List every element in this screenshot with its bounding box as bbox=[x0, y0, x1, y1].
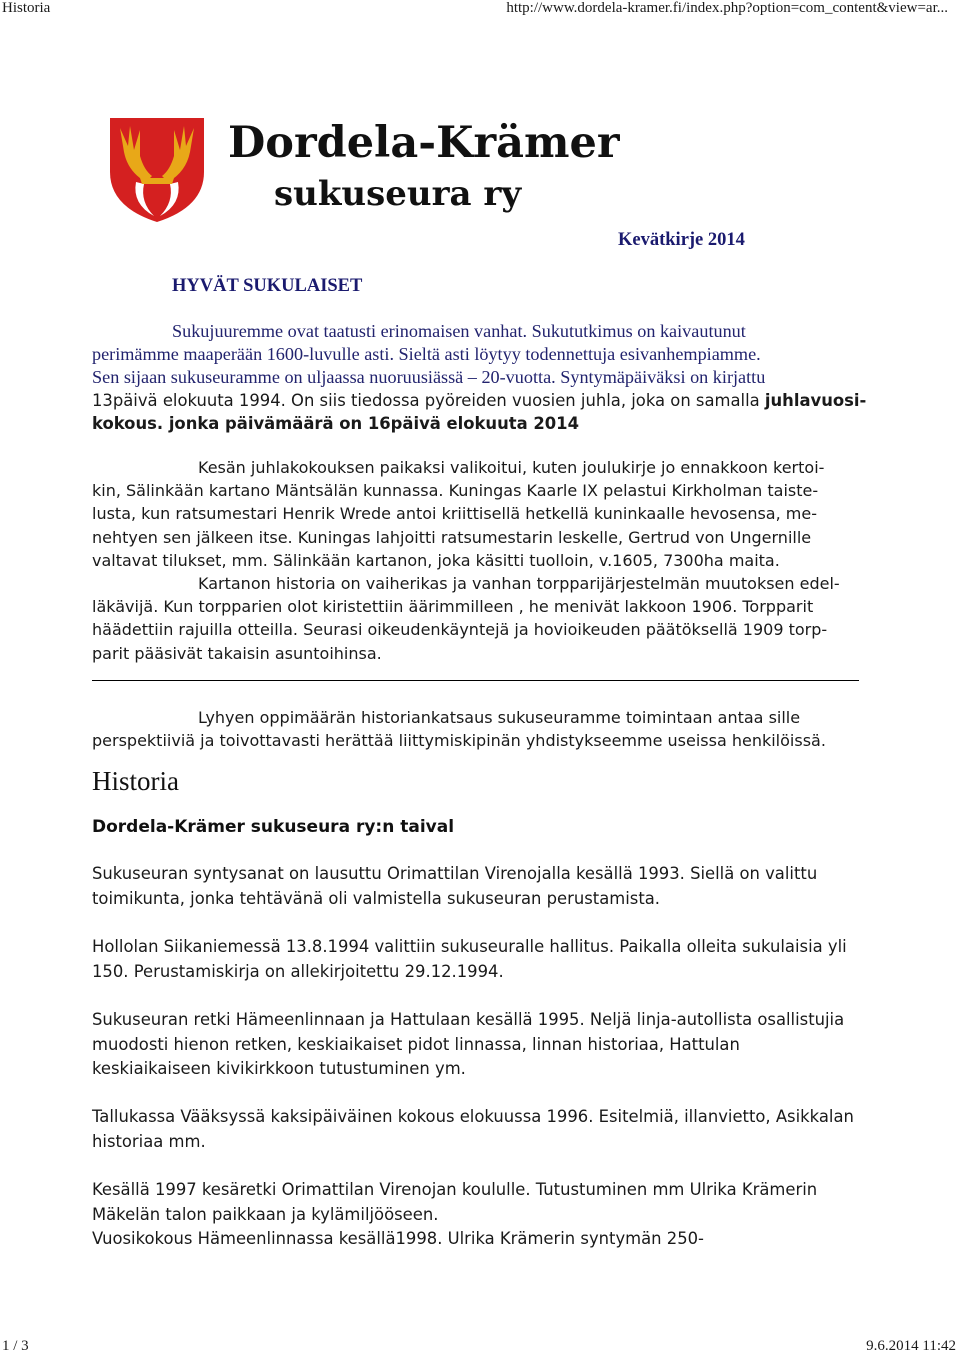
text-line: läkävijä. Kun torpparien olot kiristettiin äärimmilleen , he menivät lakkoon 1906. Torpparit bbox=[92, 597, 814, 617]
anniversary-text bbox=[92, 389, 866, 435]
logo-title: Dordela-Krämer bbox=[228, 118, 620, 168]
intro-line: Sen sijaan sukuseuramme on uljaassa nuoruusiässä – 20-vuotta. Syntymäpäiväksi on kirjattu bbox=[92, 367, 766, 387]
history-paragraph bbox=[92, 862, 817, 911]
history-paragraph bbox=[92, 1105, 854, 1154]
print-datetime: 9.6.2014 11:42 bbox=[866, 1338, 956, 1354]
text-line: parit pääsivät takaisin asuntoihinsa. bbox=[92, 643, 382, 663]
section-heading: Historia bbox=[92, 766, 179, 796]
history-paragraph bbox=[92, 1008, 844, 1082]
coat-of-arms-icon bbox=[106, 112, 208, 224]
bold-text: jonka päivämäärä on 16päivä elokuuta 2014 bbox=[168, 414, 579, 434]
text-line: Kartanon historia on vaiherikas ja vanhan torpparijärjestelmän muutoksen edel- bbox=[198, 574, 840, 594]
horizontal-divider bbox=[92, 680, 859, 681]
intro-text bbox=[92, 320, 765, 389]
text-line: historiaa mm. bbox=[92, 1131, 206, 1151]
history-paragraph bbox=[92, 935, 847, 984]
text-line: Vuosikokous Hämeenlinnassa kesällä1998. Ulrika Krämerin syntymän 250- bbox=[92, 1229, 704, 1248]
letter-title: Kevätkirje 2014 bbox=[618, 230, 745, 250]
text-line: Sukuseuran retki Hämeenlinnaan ja Hattulaan kesällä 1995. Neljä linja-autollista osallistujia bbox=[92, 1010, 845, 1029]
intro-line: perimämme maaperään 1600-luvulle asti. Sieltä asti löytyy todennettuja esivanhempiamme. bbox=[92, 344, 761, 364]
text-line: Lyhyen oppimäärän historiankatsaus sukuseuramme toimintaan antaa sille bbox=[198, 708, 801, 727]
text-line: 150. Perustamiskirja on allekirjoitettu 29.12.1994. bbox=[92, 961, 504, 981]
text-line: Kesän juhlakokouksen paikaksi valikoitui, kuten joulukirje jo ennakkoon kertoi- bbox=[198, 458, 825, 477]
text-line: perspektiiviä ja toivottavasti herättää liittymiskipinän yhdistykseemme useissa henkilöissä. bbox=[92, 731, 826, 751]
bold-text: juhlavuosi- bbox=[764, 391, 867, 410]
intro-line: Sukujuuremme ovat taatusti erinomaisen vanhat. Sukututkimus on kaivautunut bbox=[172, 321, 746, 341]
history-paragraph bbox=[92, 1178, 817, 1252]
bold-text: kokous. bbox=[92, 414, 169, 434]
text-line: nehtyen sen jälkeen itse. Kuningas lahjoitti ratsumestarin leskelle, Gertrud von Ungernille bbox=[92, 527, 812, 547]
browser-page-url[interactable]: http://www.dordela-kramer.fi/index.php?option=com_content&view=ar... bbox=[506, 0, 948, 16]
text-line: lusta, kun ratsumestari Henrik Wrede antoi kriittisellä hetkellä kuninkaalle hevosensa, me- bbox=[92, 504, 817, 524]
overview-text bbox=[92, 706, 826, 752]
section-subheading: Dordela-Krämer sukuseura ry:n taival bbox=[92, 817, 455, 837]
browser-page-title: Historia bbox=[2, 0, 51, 16]
text-line: Mäkelän talon paikkaan ja kylämiljööseen. bbox=[92, 1204, 439, 1224]
text-line bbox=[92, 389, 866, 412]
text-line: Hollolan Siikaniemessä 13.8.1994 valittiin sukuseuralle hallitus. Paikalla olleita sukulaisia yli bbox=[92, 937, 847, 956]
text-line: muodosti hienon retken, keskiaikaiset pidot linnassa, linnan historiaa, Hattulan bbox=[92, 1034, 740, 1054]
text-line: Tallukassa Vääksyssä kaksipäiväinen kokous elokuussa 1996. Esitelmiä, illanvietto, Asikkalan bbox=[92, 1107, 854, 1126]
logo bbox=[100, 112, 620, 228]
greeting-heading: HYVÄT SUKULAISET bbox=[172, 276, 363, 296]
text-line: toimikunta, jonka tehtävänä oli valmistella sukuseuran perustamista. bbox=[92, 888, 661, 908]
text-line: kin, Sälinkään kartano Mäntsälän kunnassa. Kuningas Kaarle IX pelastui Kirkholman taiste- bbox=[92, 481, 819, 501]
text-line: keskiaikaiseen kivikirkkoon tutustuminen ym. bbox=[92, 1059, 466, 1078]
text-line: valtavat tilukset, mm. Sälinkään kartanon, joka käsitti tuolloin, v.1605, 7300ha maita. bbox=[92, 550, 780, 570]
text-line bbox=[92, 412, 866, 435]
logo-subtitle: sukuseura ry bbox=[274, 174, 522, 214]
manor-text bbox=[92, 456, 840, 665]
text-line: häädettiin rajuilla otteilla. Seurasi oikeudenkäyntejä ja hovioikeuden päätöksellä 1909 torp- bbox=[92, 620, 828, 640]
text-segment: 13päivä elokuuta 1994. On siis tiedossa pyöreiden vuosien juhla, joka on samalla bbox=[92, 391, 765, 410]
page-number: 1 / 3 bbox=[2, 1338, 29, 1354]
text-line: Sukuseuran syntysanat on lausuttu Orimattilan Virenojalla kesällä 1993. Siellä on valittu bbox=[92, 864, 818, 883]
text-line: Kesällä 1997 kesäretki Orimattilan Virenojan koululle. Tutustuminen mm Ulrika Krämerin bbox=[92, 1180, 818, 1199]
